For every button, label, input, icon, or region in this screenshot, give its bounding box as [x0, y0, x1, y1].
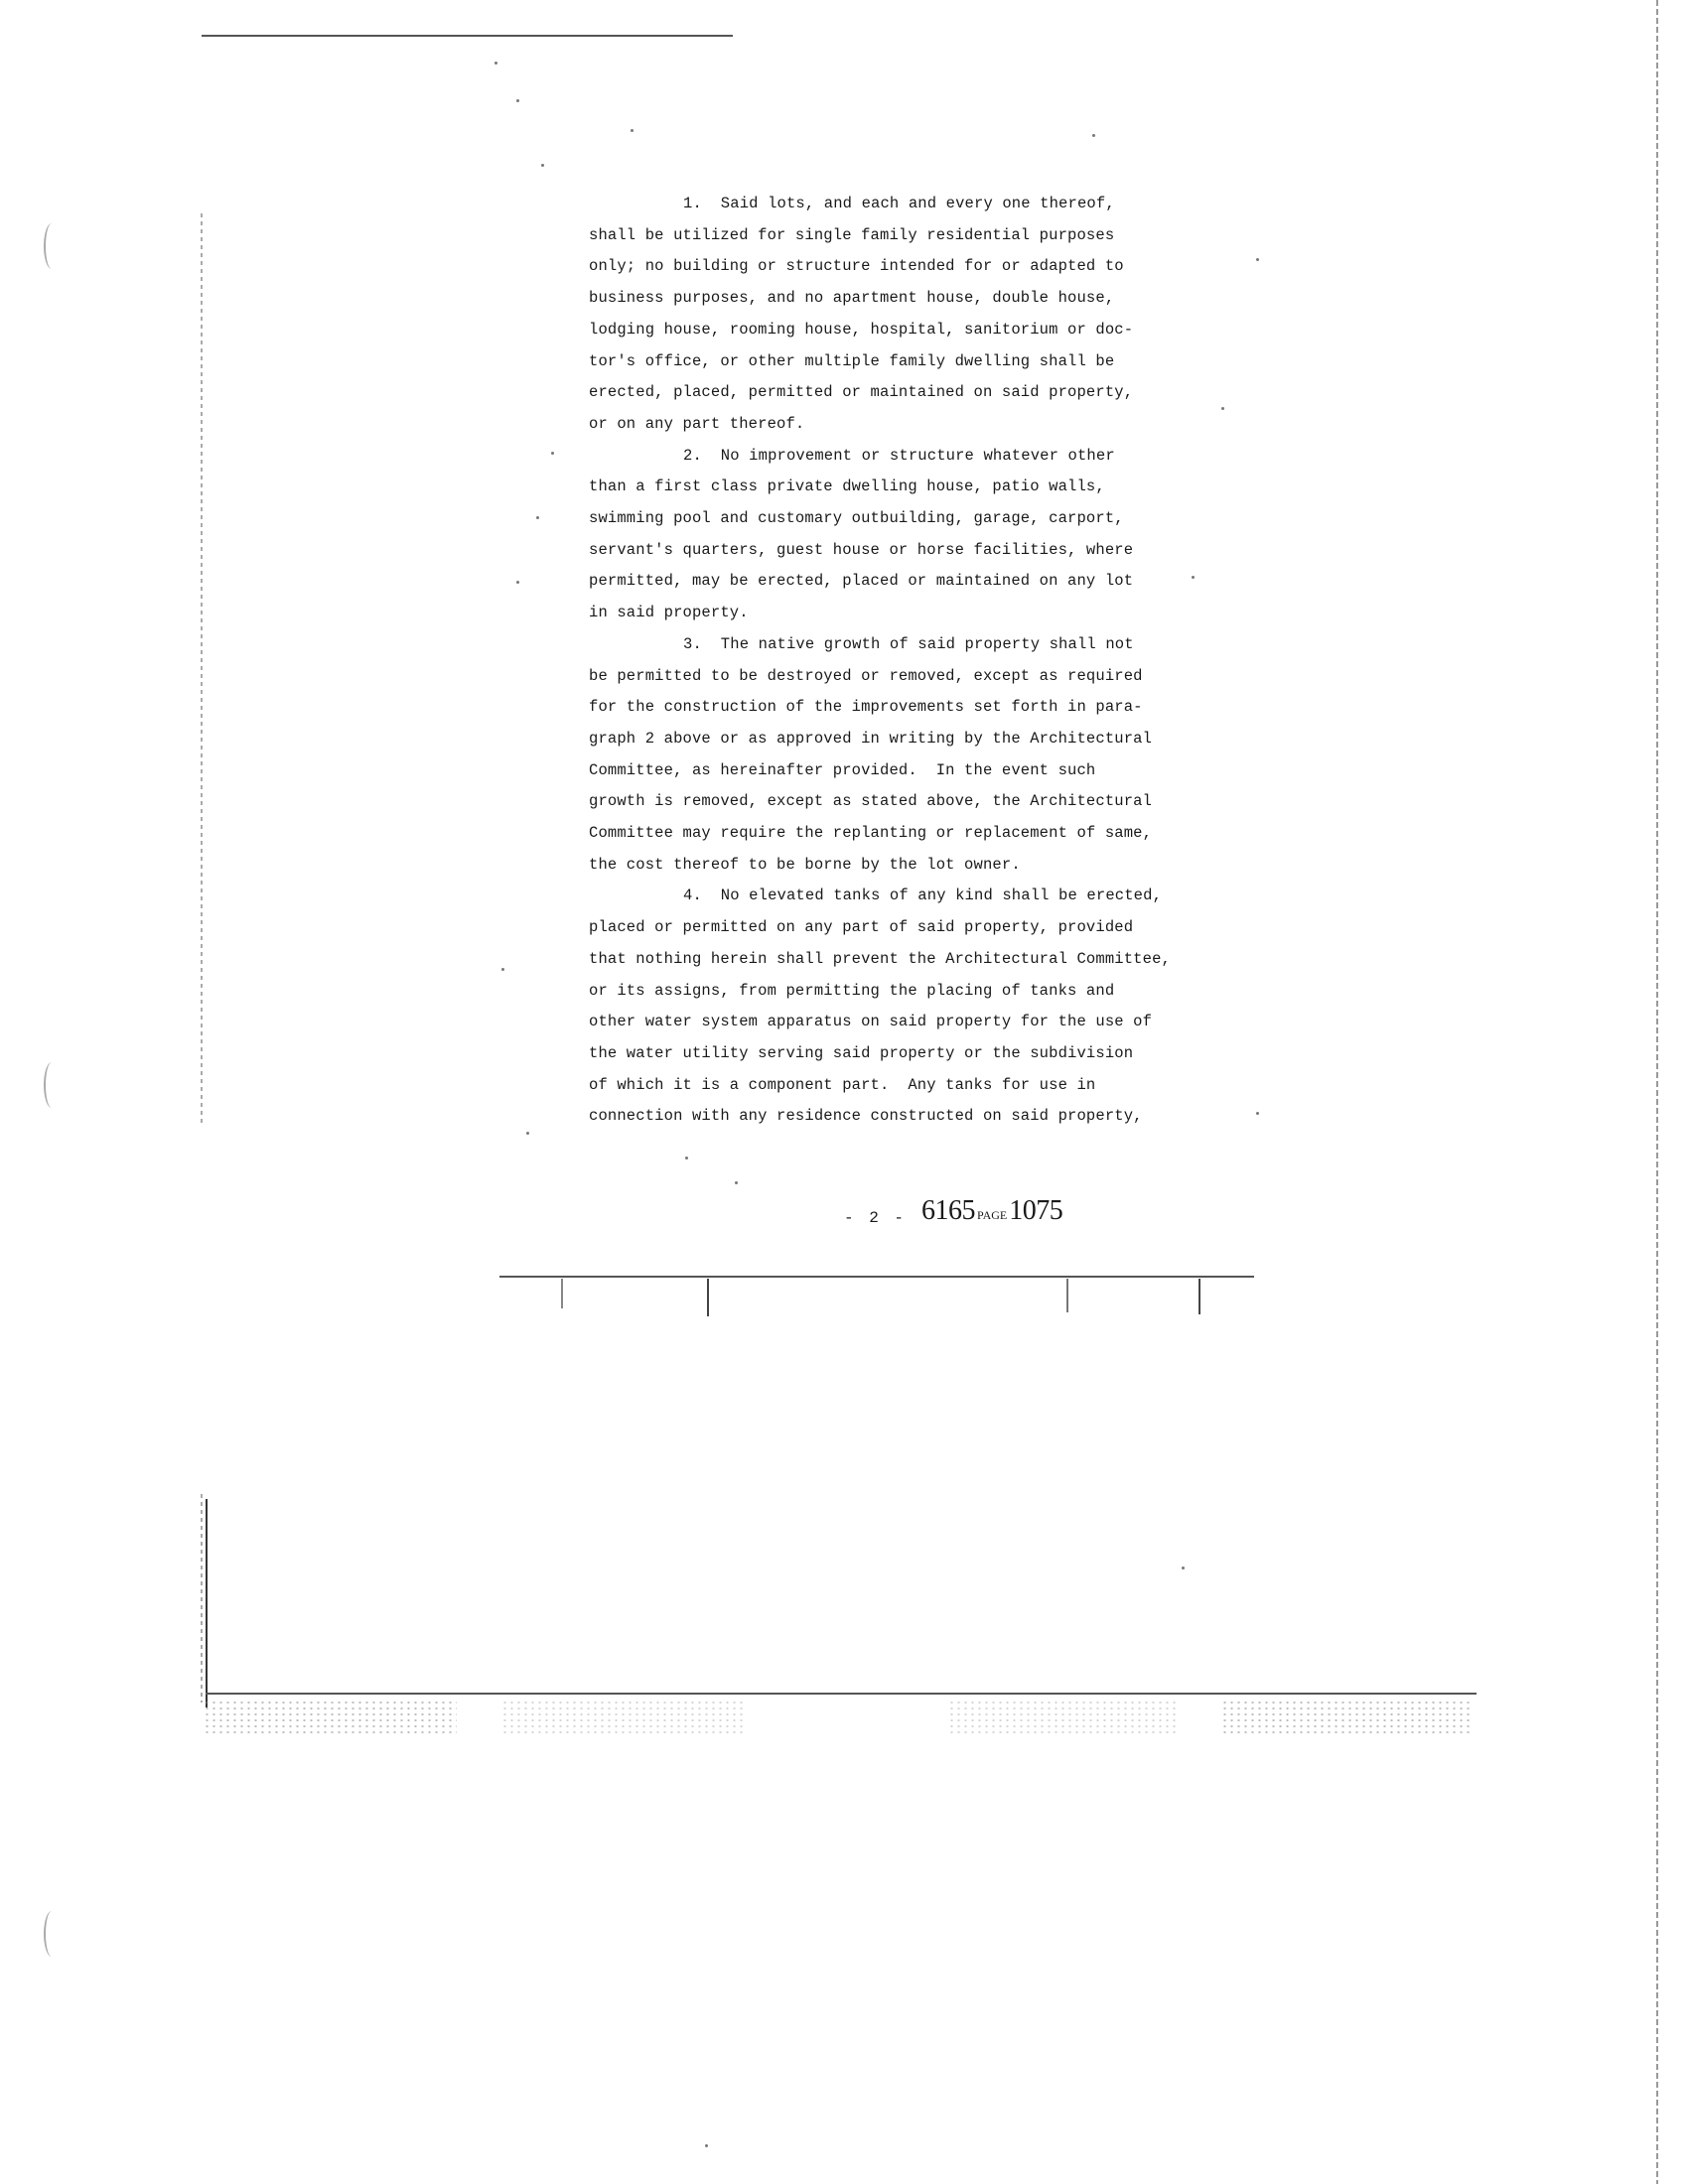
text-line: of which it is a component part. Any tanks for use in: [589, 1075, 1096, 1094]
rule-tick: [707, 1279, 709, 1316]
paragraph-2: [589, 441, 1195, 629]
text-line: 4. No elevated tanks of any kind shall be erected,: [683, 887, 1163, 905]
scan-speck: [516, 581, 519, 584]
text-line: for the construction of the improvements set forth in para-: [589, 698, 1143, 717]
text-line: 3. The native growth of said property shall not: [683, 634, 1134, 653]
scan-noise: [948, 1700, 1177, 1735]
scan-speck: [494, 62, 497, 65]
rule-tick: [1066, 1279, 1068, 1312]
text-line: or its assigns, from permitting the placing of tanks and: [589, 981, 1115, 1000]
text-line: 1. Said lots, and each and every one thereof,: [683, 195, 1115, 212]
scan-speck: [1092, 134, 1095, 137]
text-line: or on any part thereof.: [589, 414, 805, 433]
rule-tick: [561, 1279, 563, 1308]
text-line: shall be utilized for single family residential purposes: [589, 225, 1115, 244]
scan-mark: [44, 1911, 60, 1957]
stamp-book: 6165: [921, 1195, 975, 1226]
text-line: Committee, as hereinafter provided. In the event such: [589, 760, 1096, 779]
stamp-page-label: PAGE: [977, 1208, 1008, 1222]
scan-speck: [516, 99, 519, 102]
scan-speck: [631, 129, 634, 132]
text-line: erected, placed, permitted or maintained on said property,: [589, 383, 1134, 402]
scan-noise: [501, 1700, 745, 1735]
scan-speck: [551, 452, 554, 455]
text-line: placed or permitted on any part of said property, provided: [589, 918, 1134, 937]
text-line: growth is removed, except as stated above, the Architectural: [589, 792, 1153, 811]
text-line: permitted, may be erected, placed or maintained on any lot: [589, 572, 1134, 591]
text-line: Committee may require the replanting or replacement of same,: [589, 824, 1153, 843]
document-body: [589, 189, 1195, 1133]
page-number: - 2 -: [844, 1209, 908, 1227]
scan-speck: [1256, 258, 1259, 261]
scan-speck: [536, 516, 539, 519]
text-line: only; no building or structure intended for or adapted to: [589, 257, 1124, 276]
top-scan-line: [202, 35, 733, 37]
scan-noise: [1221, 1700, 1470, 1735]
text-line: other water system apparatus on said property for the use of: [589, 1013, 1153, 1031]
scan-speck: [1182, 1567, 1185, 1570]
text-line: lodging house, rooming house, hospital, sanitorium or doc-: [589, 320, 1134, 339]
scan-mark: [44, 223, 60, 269]
text-line: business purposes, and no apartment house, double house,: [589, 289, 1115, 308]
paragraph-4: [589, 881, 1195, 1133]
page-bottom-rule: [499, 1276, 1254, 1278]
scan-left-dash: [201, 213, 203, 1127]
stamp-page: 1075: [1009, 1195, 1063, 1226]
paragraph-3: [589, 629, 1195, 882]
scan-speck: [735, 1181, 738, 1184]
scan-left-border: [206, 1499, 208, 1707]
recording-stamp: [921, 1195, 1062, 1227]
text-line: than a first class private dwelling house, patio walls,: [589, 478, 1105, 496]
text-line: be permitted to be destroyed or removed, except as required: [589, 666, 1143, 685]
text-line: tor's office, or other multiple family dwelling shall be: [589, 351, 1115, 370]
paragraph-1: [589, 189, 1195, 441]
text-line: 2. No improvement or structure whatever other: [683, 446, 1115, 465]
scan-right-edge: [1656, 0, 1658, 2184]
text-line: the cost thereof to be borne by the lot owner.: [589, 855, 1021, 874]
scan-speck: [1221, 407, 1224, 410]
scan-left-dash: [201, 1494, 203, 1703]
scan-noise: [204, 1700, 457, 1735]
text-line: in said property.: [589, 604, 749, 622]
lower-scan-rule: [206, 1693, 1477, 1695]
scan-speck: [1256, 1112, 1259, 1115]
rule-tick: [1198, 1279, 1200, 1314]
text-line: that nothing herein shall prevent the Architectural Committee,: [589, 949, 1171, 968]
scan-mark: [44, 1062, 60, 1108]
text-line: servant's quarters, guest house or horse facilities, where: [589, 540, 1134, 559]
text-line: swimming pool and customary outbuilding, garage, carport,: [589, 509, 1124, 528]
scan-speck: [526, 1132, 529, 1135]
scan-speck: [685, 1157, 688, 1160]
scan-speck: [541, 164, 544, 167]
scan-speck: [501, 968, 504, 971]
scan-speck: [705, 2144, 708, 2147]
text-line: connection with any residence constructed on said property,: [589, 1107, 1143, 1126]
text-line: graph 2 above or as approved in writing by the Architectural: [589, 729, 1153, 748]
text-line: the water utility serving said property or the subdivision: [589, 1043, 1134, 1062]
